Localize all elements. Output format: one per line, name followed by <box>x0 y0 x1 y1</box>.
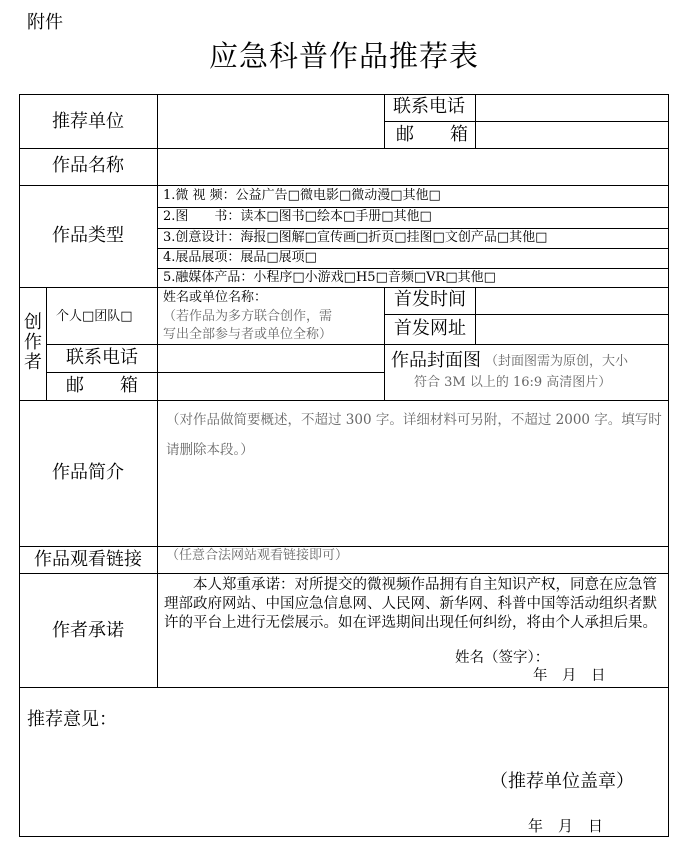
type-option-creative-design[interactable]: 3.创意设计：海报□图解□宣传画□折页□挂图□文创产品□其他□ <box>163 230 548 245</box>
work-name-label: 作品名称 <box>52 155 124 176</box>
cover-image-note: （封面图需为原创，大小 <box>485 354 629 369</box>
author-name-note: （若作品为多方联合创作，需 <box>163 309 333 324</box>
type-option-exhibit[interactable]: 4.展品展项：展品□展项□ <box>163 250 317 265</box>
creator-label-char: 者 <box>24 352 42 373</box>
type-option-video[interactable]: 1.微 视 频：公益广告□微电影□微动漫□其他□ <box>163 188 441 203</box>
pledge-text: 本人郑重承诺：对所提交的微视频作品拥有自主知识产权，同意在应急管理部政府网站、中国应急信息网、人民网、新华网、科普中国等活动组织者默许的平台上进行无偿展示。如在评选期间出现任何纠纷，将由个人承担后果。 <box>164 577 657 631</box>
cover-image-label: 作品封面图 <box>391 350 481 371</box>
opinion-date: 年 月 日 <box>528 817 604 835</box>
author-name-label: 姓名或单位名称： <box>163 290 268 305</box>
divider <box>19 287 669 288</box>
type-option-media-product[interactable]: 5.融媒体产品：小程序□小游戏□H5□音频□VR□其他□ <box>163 270 496 285</box>
recommendation-opinion-label: 推荐意见： <box>27 709 117 730</box>
divider <box>157 248 669 249</box>
table-border-left <box>19 94 20 837</box>
divider <box>19 573 669 574</box>
divider <box>46 344 669 345</box>
divider <box>19 185 669 186</box>
summary-label: 作品简介 <box>52 462 124 483</box>
pledge-label: 作者承诺 <box>52 620 124 641</box>
viewing-link-label: 作品观看链接 <box>34 549 142 570</box>
attachment-label: 附件 <box>27 12 63 33</box>
creator-label-char: 创 <box>24 312 42 333</box>
email-label: 邮 箱 <box>396 124 468 145</box>
viewing-link-note: （任意合法网站观看链接即可） <box>166 548 349 563</box>
pledge-date: 年 月 日 <box>533 668 606 684</box>
divider <box>19 148 669 149</box>
divider <box>157 207 669 208</box>
creator-email-label: 邮 箱 <box>66 375 138 396</box>
recommending-unit-label: 推荐单位 <box>52 111 124 132</box>
signature-label: 姓名（签字）： <box>455 650 550 666</box>
first-release-time-label: 首发时间 <box>394 289 466 310</box>
summary-note: （对作品做简要概述，不超过 300 字。详细材料可另附，不超过 2000 字。填写时请删除本段。） <box>166 412 662 458</box>
divider <box>384 314 669 315</box>
individual-team-checkbox[interactable]: 个人□团队□ <box>56 309 133 324</box>
label-column-divider <box>157 94 158 687</box>
work-type-label: 作品类型 <box>52 225 124 246</box>
table-border-right <box>668 94 669 837</box>
contact-phone-label: 联系电话 <box>393 96 465 117</box>
seal-note: （推荐单位盖章） <box>490 771 634 792</box>
cover-image-note: 符合 3M 以上的 16:9 高清图片） <box>414 375 612 390</box>
page-title: 应急科普作品推荐表 <box>208 39 479 73</box>
author-name-note: 写出全部参与者或单位全称） <box>163 327 333 342</box>
creator-phone-label: 联系电话 <box>66 347 138 368</box>
divider <box>19 687 669 688</box>
divider <box>157 268 669 269</box>
table-border-top <box>19 94 669 95</box>
type-option-book[interactable]: 2.图 书：读本□图书□绘本□手册□其他□ <box>163 209 432 224</box>
divider <box>475 287 476 344</box>
creator-label-char: 作 <box>24 332 42 353</box>
divider <box>157 228 669 229</box>
divider <box>46 372 385 373</box>
divider <box>384 121 669 122</box>
divider <box>19 546 669 547</box>
divider <box>19 400 669 401</box>
first-release-url-label: 首发网址 <box>394 318 466 339</box>
table-border-bottom <box>19 836 669 837</box>
